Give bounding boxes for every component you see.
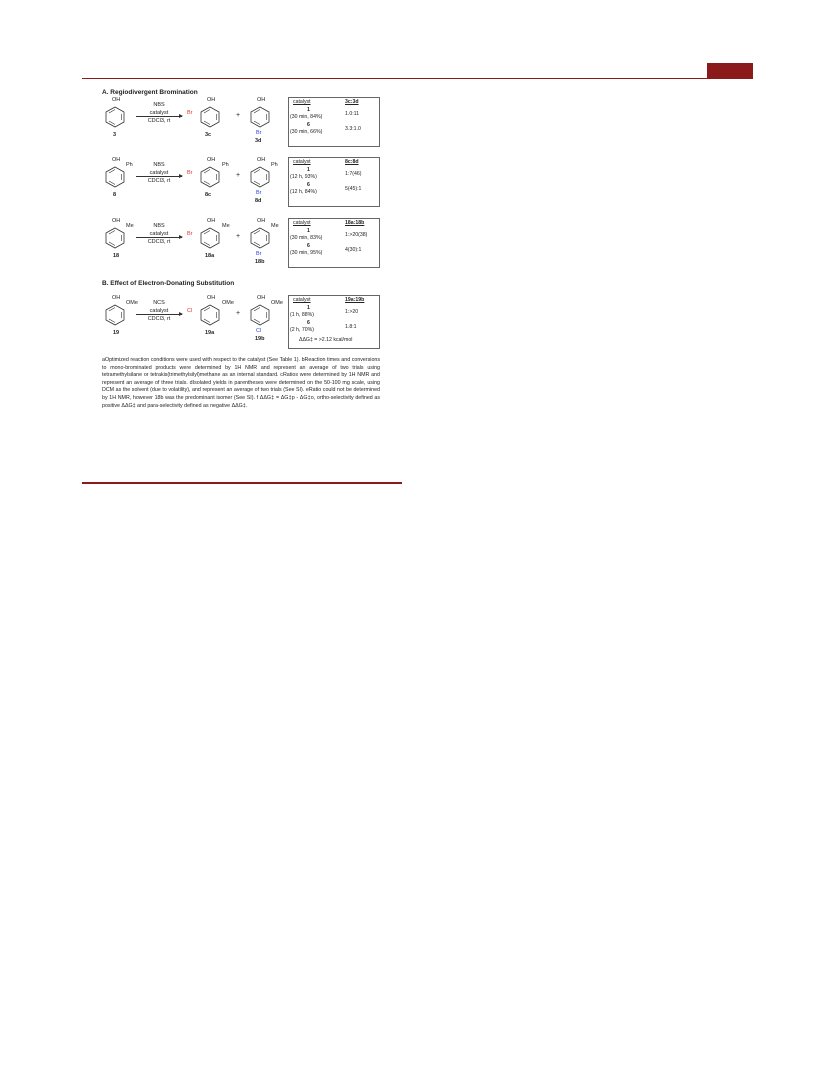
reagent-label: NBS <box>153 102 165 108</box>
ortho-halogen-label: Br <box>187 231 193 237</box>
substituent-label: Me <box>126 223 134 229</box>
plus-sign: + <box>236 233 241 240</box>
table-ratio-2: 4(30):1 <box>345 247 362 253</box>
table-conditions-1: (12 h, 93%) <box>290 174 317 180</box>
table-ratio-1: 1:7(46) <box>345 171 362 177</box>
table-catalyst-2: 6 <box>307 243 310 249</box>
catalyst-label: catalyst <box>149 231 169 237</box>
ortho-halogen-label: Br <box>187 110 193 116</box>
ortho-product-number: 19a <box>205 330 215 336</box>
substituent-label: Ph <box>222 162 229 168</box>
table-header-ratio: 8c:8d <box>345 159 359 165</box>
oh-label: OH <box>257 97 266 103</box>
ddg-note: ΔΔG‡ = >2.12 kcal/mol <box>299 337 353 343</box>
table-conditions-1: (30 min, 83%) <box>290 235 323 241</box>
table-header-catalyst: catalyst <box>293 99 311 105</box>
compound-number: 8 <box>113 192 117 198</box>
results-table <box>288 97 380 147</box>
substituent-label: OMe <box>126 300 138 306</box>
table-ratio-1: 1.0:11 <box>345 111 360 117</box>
benzene-ring <box>249 165 271 189</box>
benzene-ring <box>249 303 271 327</box>
para-product-number: 19b <box>255 336 265 342</box>
reaction-arrow <box>136 116 182 117</box>
oh-label: OH <box>257 218 266 224</box>
table-catalyst-1: 1 <box>307 167 310 173</box>
solvent-label: CDCl3, rt <box>147 239 171 245</box>
table-catalyst-2: 6 <box>307 320 310 326</box>
table-catalyst-1: 1 <box>307 305 310 311</box>
footnote: aOptimized reaction conditions were used with respect to the catalyst (See Table 1). bReaction times and conversions to mono-brominated products were determined by 1H NMR and represent an average of two trials using tetramethylsilane or tetrakis(trimethylsilyl)methane as an internal standard. cRatios were determined by 1H NMR and represent an average of three trials. dIsolated yields in parentheses were determined on the 50-100 mg scale, using DCM as the solvent (due to volatility), and represent an average of two trials (See SI). eRatio could not be determined by 1H NMR, however 18b was the predominant isomer (See SI). f ΔΔG‡ = ΔG‡p - ΔG‡o, ortho-selectivity defined as positive ΔΔG‡ and para-selectivity defined as negative ΔΔG‡. <box>102 357 380 409</box>
reagent-label: NBS <box>153 223 165 229</box>
footer-rule <box>82 482 402 484</box>
oh-label: OH <box>207 157 216 163</box>
para-product-number: 8d <box>255 198 262 204</box>
substituent-label: Me <box>271 223 279 229</box>
compound-number: 18 <box>113 253 120 259</box>
benzene-ring <box>104 165 126 189</box>
benzene-ring <box>199 105 221 129</box>
table-conditions-2: (2 h, 70%) <box>290 327 314 333</box>
reaction-arrow <box>136 176 182 177</box>
oh-label: OH <box>112 295 121 301</box>
section-b-title: B. Effect of Electron-Donating Substitution <box>102 280 235 287</box>
solvent-label: CDCl3, rt <box>147 118 171 124</box>
table-ratio-2: 1.8:1 <box>345 324 357 330</box>
oh-label: OH <box>112 218 121 224</box>
table-conditions-1: (30 min, 84%) <box>290 114 323 120</box>
page-tab <box>707 63 753 79</box>
ortho-halogen-label: Br <box>187 170 193 176</box>
table-header-catalyst: catalyst <box>293 220 311 226</box>
reaction-arrow <box>136 237 182 238</box>
para-product-number: 18b <box>255 259 265 265</box>
results-table <box>288 218 380 268</box>
table-header-ratio: 19a:19b <box>345 297 365 303</box>
table-ratio-2: 5(45):1 <box>345 186 362 192</box>
table-conditions-2: (30 min, 95%) <box>290 250 323 256</box>
benzene-ring <box>104 226 126 250</box>
substituent-label: Ph <box>271 162 278 168</box>
table-header-catalyst: catalyst <box>293 297 311 303</box>
benzene-ring <box>249 105 271 129</box>
catalyst-label: catalyst <box>149 110 169 116</box>
substituent-label: Ph <box>126 162 133 168</box>
table-catalyst-2: 6 <box>307 182 310 188</box>
plus-sign: + <box>236 172 241 179</box>
plus-sign: + <box>236 310 241 317</box>
benzene-ring <box>199 226 221 250</box>
para-halogen-label: Br <box>256 190 262 196</box>
oh-label: OH <box>112 97 121 103</box>
benzene-ring <box>199 303 221 327</box>
ortho-halogen-label: Cl <box>187 308 193 314</box>
table-ratio-1: 1:>20(38) <box>345 232 368 238</box>
para-halogen-label: Cl <box>256 328 262 334</box>
reaction-arrow <box>136 314 182 315</box>
reagent-label: NCS <box>153 300 165 306</box>
oh-label: OH <box>257 295 266 301</box>
header-rule <box>82 78 753 79</box>
table-ratio-1: 1:>20 <box>345 309 359 315</box>
results-table <box>288 157 380 207</box>
substituent-label: OMe <box>271 300 283 306</box>
substituent-label: OMe <box>222 300 234 306</box>
results-table <box>288 295 380 349</box>
table-catalyst-1: 1 <box>307 107 310 113</box>
para-halogen-label: Br <box>256 130 262 136</box>
solvent-label: CDCl3, rt <box>147 316 171 322</box>
table-catalyst-2: 6 <box>307 122 310 128</box>
table-conditions-1: (1 h, 88%) <box>290 312 314 318</box>
table-catalyst-1: 1 <box>307 228 310 234</box>
compound-number: 19 <box>113 330 120 336</box>
reagent-label: NBS <box>153 162 165 168</box>
substituent-label: Me <box>222 223 230 229</box>
plus-sign: + <box>236 112 241 119</box>
table-ratio-2: 3.3:1.0 <box>345 126 361 132</box>
oh-label: OH <box>257 157 266 163</box>
ortho-product-number: 8c <box>205 192 212 198</box>
oh-label: OH <box>207 218 216 224</box>
oh-label: OH <box>112 157 121 163</box>
catalyst-label: catalyst <box>149 170 169 176</box>
table-conditions-2: (12 h, 84%) <box>290 189 317 195</box>
section-a-title: A. Regiodivergent Bromination <box>102 89 198 96</box>
ortho-product-number: 3c <box>205 132 212 138</box>
benzene-ring <box>199 165 221 189</box>
solvent-label: CDCl3, rt <box>147 178 171 184</box>
benzene-ring <box>249 226 271 250</box>
para-halogen-label: Br <box>256 251 262 257</box>
oh-label: OH <box>207 295 216 301</box>
benzene-ring <box>104 303 126 327</box>
table-conditions-2: (30 min, 66%) <box>290 129 323 135</box>
table-header-catalyst: catalyst <box>293 159 311 165</box>
compound-number: 3 <box>113 132 117 138</box>
table-header-ratio: 3c:3d <box>345 99 359 105</box>
ortho-product-number: 18a <box>205 253 215 259</box>
benzene-ring <box>104 105 126 129</box>
para-product-number: 3d <box>255 138 262 144</box>
table-header-ratio: 18a:18b <box>345 220 365 226</box>
oh-label: OH <box>207 97 216 103</box>
catalyst-label: catalyst <box>149 308 169 314</box>
